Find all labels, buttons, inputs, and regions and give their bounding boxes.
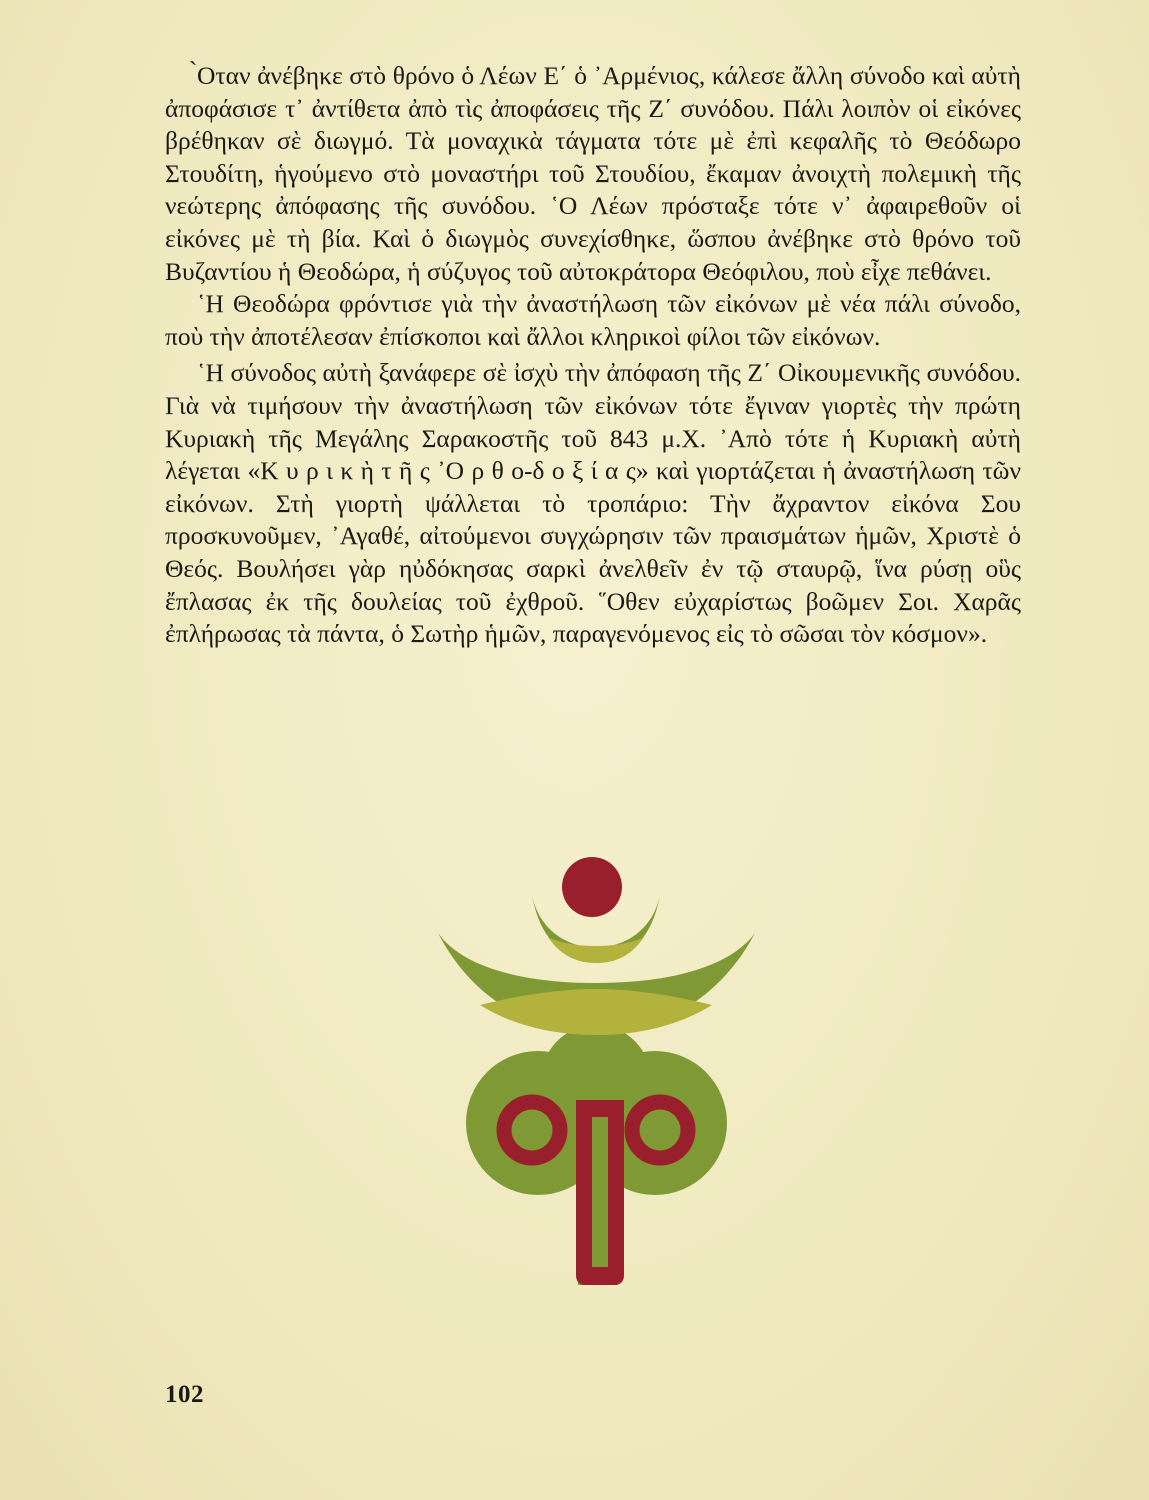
paragraph-2: ῾Η Θεοδώρα φρόντισε γιὰ τὴν ἀναστήλωση τῶν εἰκόνων μὲ νέα πάλι σύνοδο, ποὺ τὴν ἀποτέλεσαν ἐπίσκοποι καὶ ἄλλοι κληρικοὶ φίλοι τῶν εἰκόνων. (165, 289, 1021, 351)
body-text (165, 60, 1021, 651)
page-number: 102 (165, 1381, 204, 1408)
paragraph-3: ῾Η σύνοδος αὐτὴ ξανάφερε σὲ ἰσχὺ τὴν ἀπόφαση τῆς Ζ΄ Οἰκουμενικῆς συνόδου. Γιὰ νὰ τιμήσουν τὴν ἀναστήλωση τῶν εἰκόνων τότε ἔγιναν γιορτὲς τὴν πρώτη Κυριακὴ τῆς Μεγάλης Σαρακοστῆς τοῦ 843 μ.Χ. ᾿Απὸ τότε ἡ Κυριακὴ αὐτὴ λέγεται «Κ υ ρ ι κ ὴ τ ῆ ς ᾿Ο ρ θ ο-δ ο ξ ί α ς» καὶ γιορτάζεται ἡ ἀναστήλωση τῶν εἰκόνων. Στὴ γιορτὴ ψάλλεται τὸ τροπάριο: Τὴν ἄχραντον εἰκόνα Σου προσκυνοῦμεν, ᾿Αγαθέ, αἰτούμενοι συγχώρησιν τῶν πραισμάτων ἡμῶν, Χριστὲ ὁ Θεός. Βουλήσει γὰρ ηὐδόκησας σαρκὶ ἀνελθεῖν ἐν τῷ σταυρῷ, ἵνα ρύσῃ οὓς ἔπλασας ἐκ τῆς δουλείας τοῦ ἐχθροῦ. ῞Οθεν εὐχαρίστως βοῶμεν Σοι. Χαρᾶς ἐπλήρωσας τὰ πάντα, ὁ Σωτὴρ ἡμῶν, παραγενόμενος εἰς τὸ σῶσαι τὸν κόσμον». (165, 358, 1021, 649)
ornament-red-head (562, 857, 622, 917)
ornament-bar-slot (592, 1117, 608, 1267)
decorative-ornament (420, 855, 770, 1295)
paragraph-1: ̀Οταν ἀνέβηκε στὸ θρόνο ὁ Λέων Ε΄ ὁ ᾿Αρμένιος, κάλεσε ἄλλη σύνοδο καὶ αὐτὴ ἀποφάσισε τ᾿ ἀντίθετα ἀπὸ τὶς ἀποφάσεις τῆς Ζ΄ συνόδου. Πάλι λοιπὸν οἱ εἰκόνες βρέθηκαν σὲ διωγμό. Τὰ μοναχικὰ τάγματα τότε μὲ ἐπὶ κεφαλῆς τὸ Θεόδωρο Στουδίτη, ἡγούμενο στὸ μοναστήρι τοῦ Στουδίου, ἔκαμαν ἀνοιχτὴ πολεμικὴ τῆς νεώτερης ἀπόφασης τῆς συνόδου. ῾Ο Λέων πρόσταξε τότε ν᾿ ἀφαιρεθοῦν οἱ εἰκόνες μὲ τὴ βία. Καὶ ὁ διωγμὸς συνεχίσθηκε, ὥσπου ἀνέβηκε στὸ θρόνο τοῦ Βυζαντίου ἡ Θεοδώρα, ἡ σύζυγος τοῦ αὐτοκράτορα Θεόφιλου, ποὺ εἶχε πεθάνει. (165, 61, 1021, 286)
